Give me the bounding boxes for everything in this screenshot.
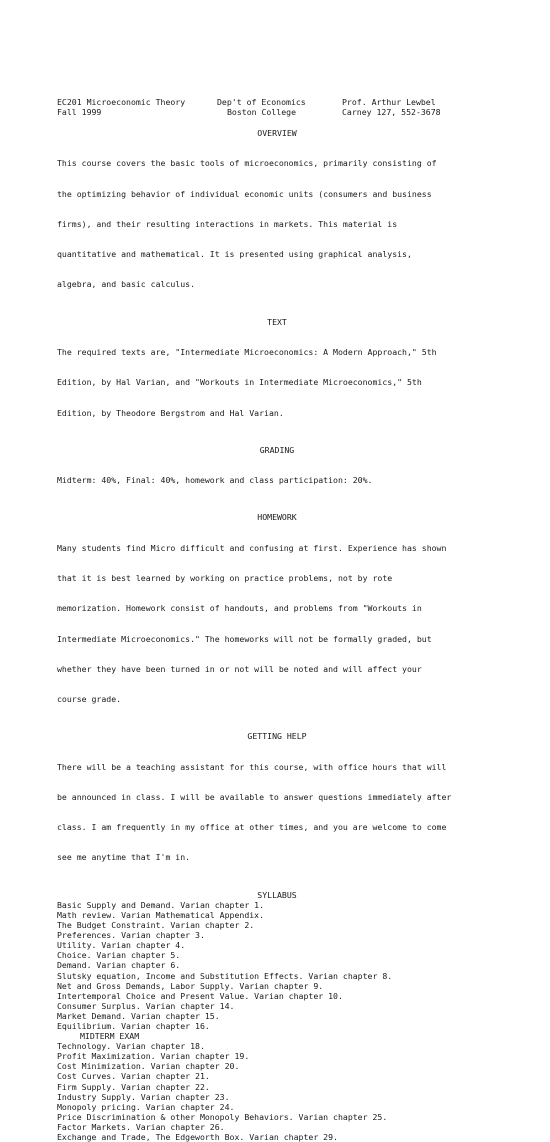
text-line: This course covers the basic tools of microeconomics, primarily consisting of: [57, 158, 437, 169]
text-line: Edition, by Theodore Bergstrom and Hal Varian.: [57, 407, 284, 418]
list-item: Equilibrium. Varian chapter 16.: [57, 1020, 210, 1031]
getting-help-paragraph: [57, 741, 497, 882]
text-line: Intermediate Microeconomics." The homeworks will not be formally graded, but: [57, 633, 432, 644]
text-line: Many students find Micro difficult and confusing at first. Experience has shown: [57, 542, 447, 553]
professor: Prof. Arthur Lewbel: [342, 97, 436, 107]
list-item: Utility. Varian chapter 4.: [57, 940, 186, 951]
list-item: Cost Curves. Varian chapter 21.: [57, 1071, 210, 1082]
list-item: Math review. Varian Mathematical Appendix.: [57, 909, 265, 920]
list-item: Firm Supply. Varian chapter 22.: [57, 1081, 210, 1092]
text-line: see me anytime that I'm in.: [57, 852, 191, 863]
text-heading: TEXT: [267, 316, 287, 327]
list-item: The Budget Constraint. Varian chapter 2.: [57, 920, 255, 931]
text-line: whether they have been turned in or not will be noted and will affect your: [57, 663, 422, 674]
text-line: be announced in class. I will be available to answer questions immediately after: [57, 791, 452, 802]
list-item: Technology. Varian chapter 18.: [57, 1041, 205, 1052]
grading-heading: GRADING: [259, 444, 295, 455]
overview-heading: OVERVIEW: [257, 128, 297, 138]
midterm-exam-label: MIDTERM EXAM: [80, 1031, 140, 1042]
text-paragraph: [57, 327, 497, 438]
list-item: Basic Supply and Demand. Varian chapter 1.: [57, 899, 265, 910]
grading-paragraph: [57, 455, 497, 505]
department: Dep't of Economics: [217, 97, 306, 107]
text-line: quantitative and mathematical. It is presented using graphical analysis,: [57, 249, 412, 260]
school: Boston College: [227, 107, 297, 118]
course-header: [57, 97, 497, 117]
text-line: course grade.: [57, 694, 122, 705]
list-item: Factor Markets. Varian chapter 26.: [57, 1121, 225, 1132]
text-line: that it is best learned by working on practice problems, not by rote: [57, 572, 393, 583]
text-line: the optimizing behavior of individual economic units (consumers and business: [57, 188, 432, 199]
homework-heading: HOMEWORK: [257, 512, 297, 523]
text-line: Edition, by Hal Varian, and "Workouts in Intermediate Microeconomics," 5th: [57, 377, 422, 388]
header-row-2: [57, 107, 497, 117]
header-row-1: [57, 97, 497, 107]
list-item: Preferences. Varian chapter 3.: [57, 930, 205, 941]
text-line: There will be a teaching assistant for this course, with office hours that will: [57, 761, 447, 772]
text-line: class. I am frequently in my office at other times, and you are welcome to come: [57, 822, 447, 833]
syllabus-list: [57, 900, 497, 1142]
homework-paragraph: [57, 522, 497, 724]
text-line: memorization. Homework consist of handouts, and problems from "Workouts in: [57, 603, 422, 614]
course-title: EC201 Microeconomic Theory: [57, 97, 186, 107]
list-item: Net and Gross Demands, Labor Supply. Varian chapter 9.: [57, 980, 324, 991]
office-phone: Carney 127, 552-3678: [342, 107, 441, 118]
list-item: Intertemporal Choice and Present Value. Varian chapter 10.: [57, 990, 343, 1001]
syllabus-body: [57, 128, 497, 1142]
list-item: Demand. Varian chapter 6.: [57, 960, 181, 971]
list-item: Choice. Varian chapter 5.: [57, 950, 181, 961]
getting-help-heading: GETTING HELP: [247, 731, 307, 742]
list-item: Monopoly pricing. Varian chapter 24.: [57, 1101, 235, 1112]
list-item: Profit Maximization. Varian chapter 19.: [57, 1051, 250, 1062]
list-item: Price Discrimination & other Monopoly Behaviors. Varian chapter 25.: [57, 1111, 388, 1122]
list-item: Consumer Surplus. Varian chapter 14.: [57, 1000, 235, 1011]
text-line: firms), and their resulting interactions in markets. This material is: [57, 218, 398, 229]
syllabus-heading: SYLLABUS: [257, 889, 297, 900]
term: Fall 1999: [57, 107, 102, 118]
text-line: The required texts are, "Intermediate Microeconomics: A Modern Approach," 5th: [57, 346, 437, 357]
list-item: Market Demand. Varian chapter 15.: [57, 1010, 220, 1021]
list-item: Slutsky equation, Income and Substitution Effects. Varian chapter 8.: [57, 970, 393, 981]
text-line: Midterm: 40%, Final: 40%, homework and class participation: 20%.: [57, 475, 373, 486]
list-item: Industry Supply. Varian chapter 23.: [57, 1091, 230, 1102]
list-item: Cost Minimization. Varian chapter 20.: [57, 1061, 240, 1072]
text-line: algebra, and basic calculus.: [57, 279, 196, 290]
overview-paragraph: [57, 138, 497, 310]
list-item: Exchange and Trade, The Edgeworth Box. Varian chapter 29.: [57, 1132, 338, 1142]
